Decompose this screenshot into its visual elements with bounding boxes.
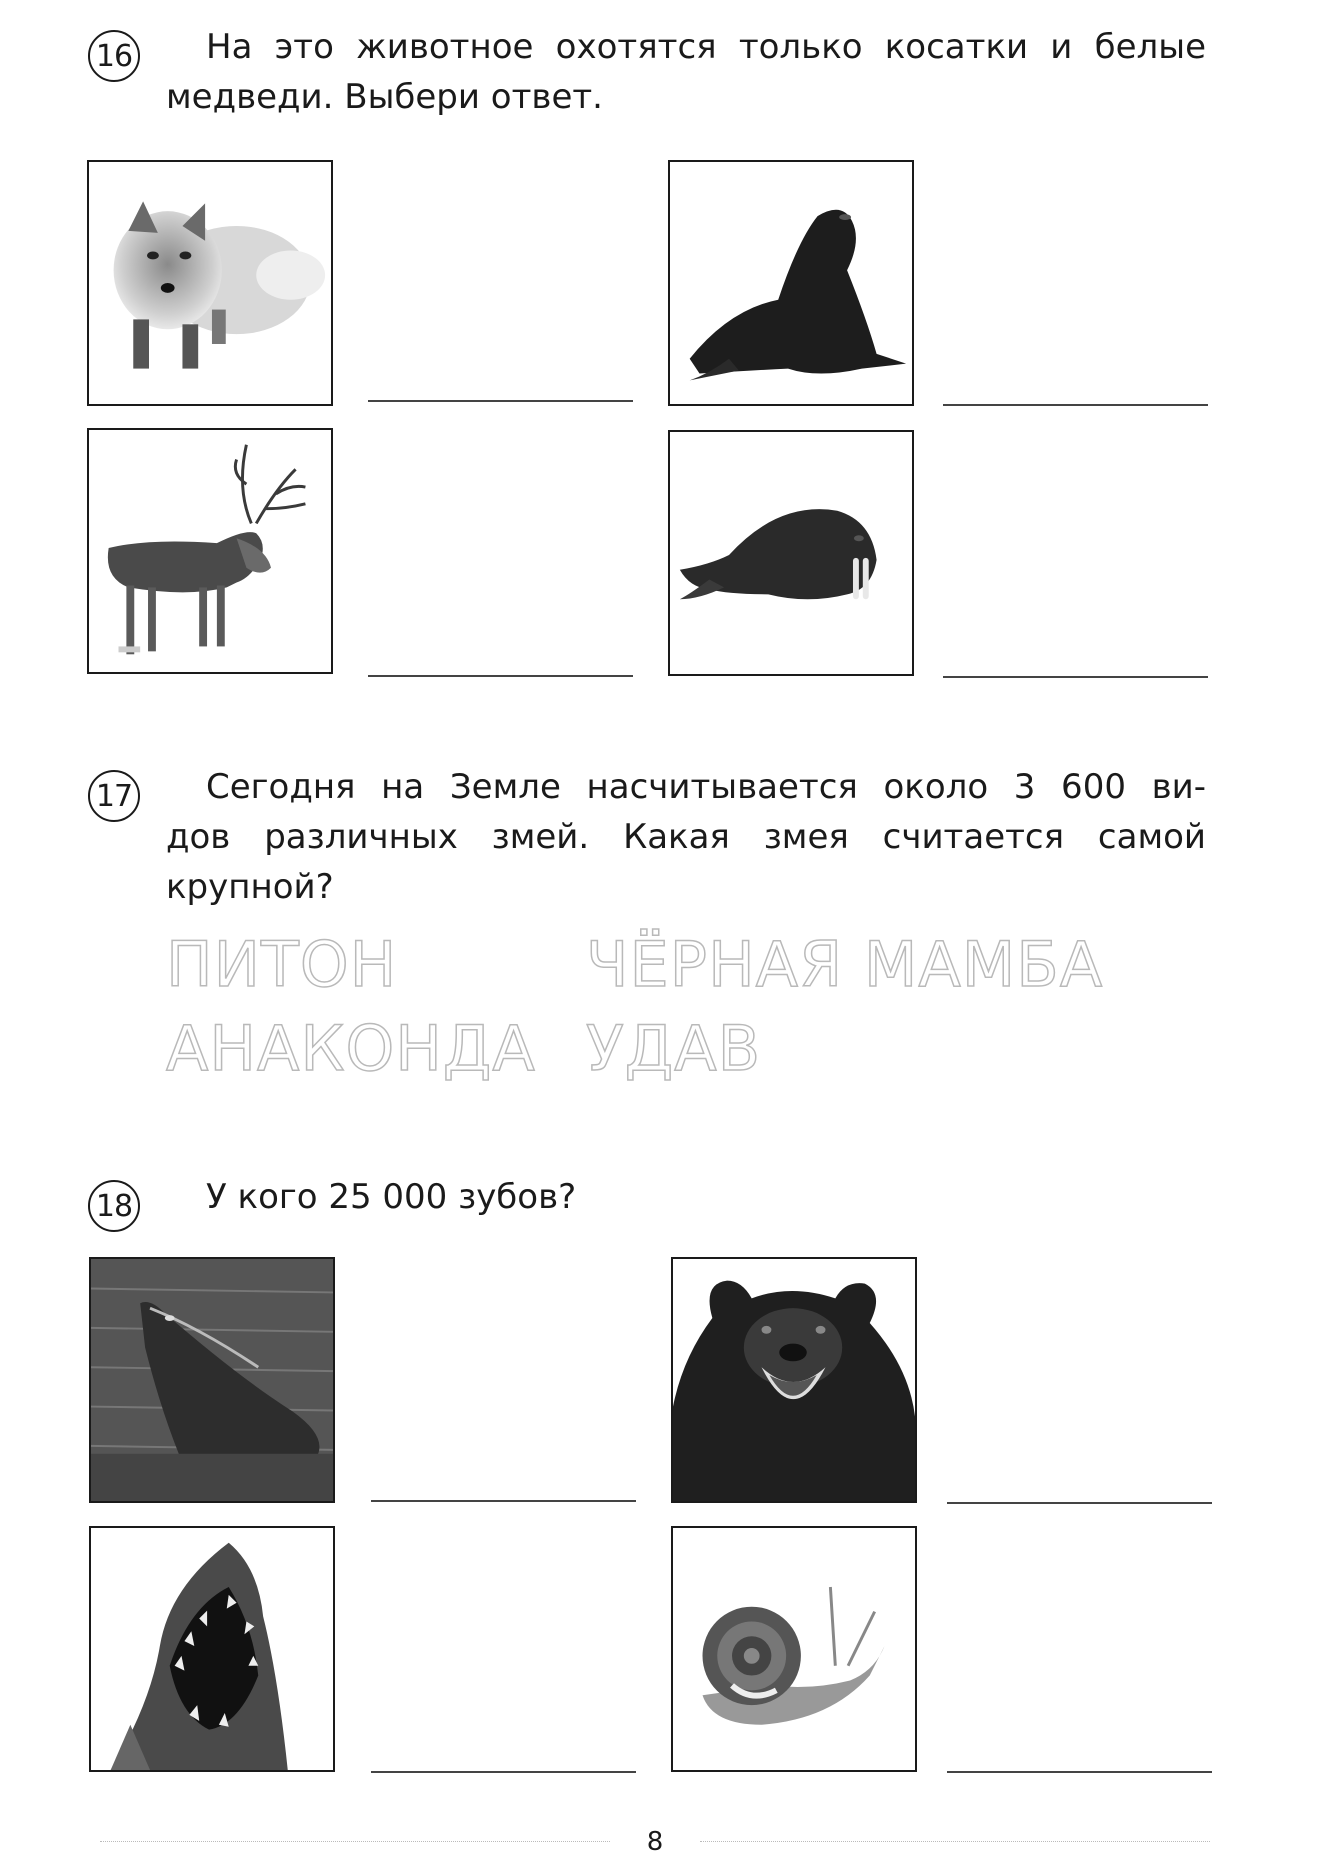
answer-line[interactable] [371,1500,636,1502]
photo-crocodile[interactable] [89,1257,335,1503]
answer-option-anaconda[interactable]: АНАКОНДА [166,1012,536,1085]
question-18-text: У кого 25 000 зубов? [206,1177,577,1217]
photo-sea-lion[interactable] [668,160,914,406]
answer-option-python[interactable]: ПИТОН [166,928,398,1001]
question-16-text: На это животное охотятся только косатки и белые медведи. Выбери ответ. [166,27,1206,117]
answer-line[interactable] [371,1771,636,1773]
answer-line[interactable] [368,400,633,402]
photo-reindeer[interactable] [87,428,333,674]
question-17-text: Сегодня на Земле насчитывается около 3 600 ви- дов различных змей. Какая змея считается самой крупной? [166,767,1206,907]
answer-option-black-mamba[interactable]: ЧЁРНАЯ МАМБА [586,928,1104,1001]
photo-arctic-fox[interactable] [87,160,333,406]
photo-walrus[interactable] [668,430,914,676]
footer-divider-left [100,1841,610,1842]
answer-line[interactable] [947,1771,1212,1773]
photo-bear[interactable] [671,1257,917,1503]
footer-divider-right [700,1841,1210,1842]
page-number: 8 [646,1827,664,1857]
photo-shark[interactable] [89,1526,335,1772]
question-number-18: 18 [88,1180,140,1232]
photo-snail[interactable] [671,1526,917,1772]
answer-line[interactable] [368,675,633,677]
question-number-17: 17 [88,770,140,822]
question-number-16: 16 [88,30,140,82]
answer-line[interactable] [947,1502,1212,1504]
answer-line[interactable] [943,676,1208,678]
answer-option-boa[interactable]: УДАВ [586,1012,762,1085]
answer-line[interactable] [943,404,1208,406]
